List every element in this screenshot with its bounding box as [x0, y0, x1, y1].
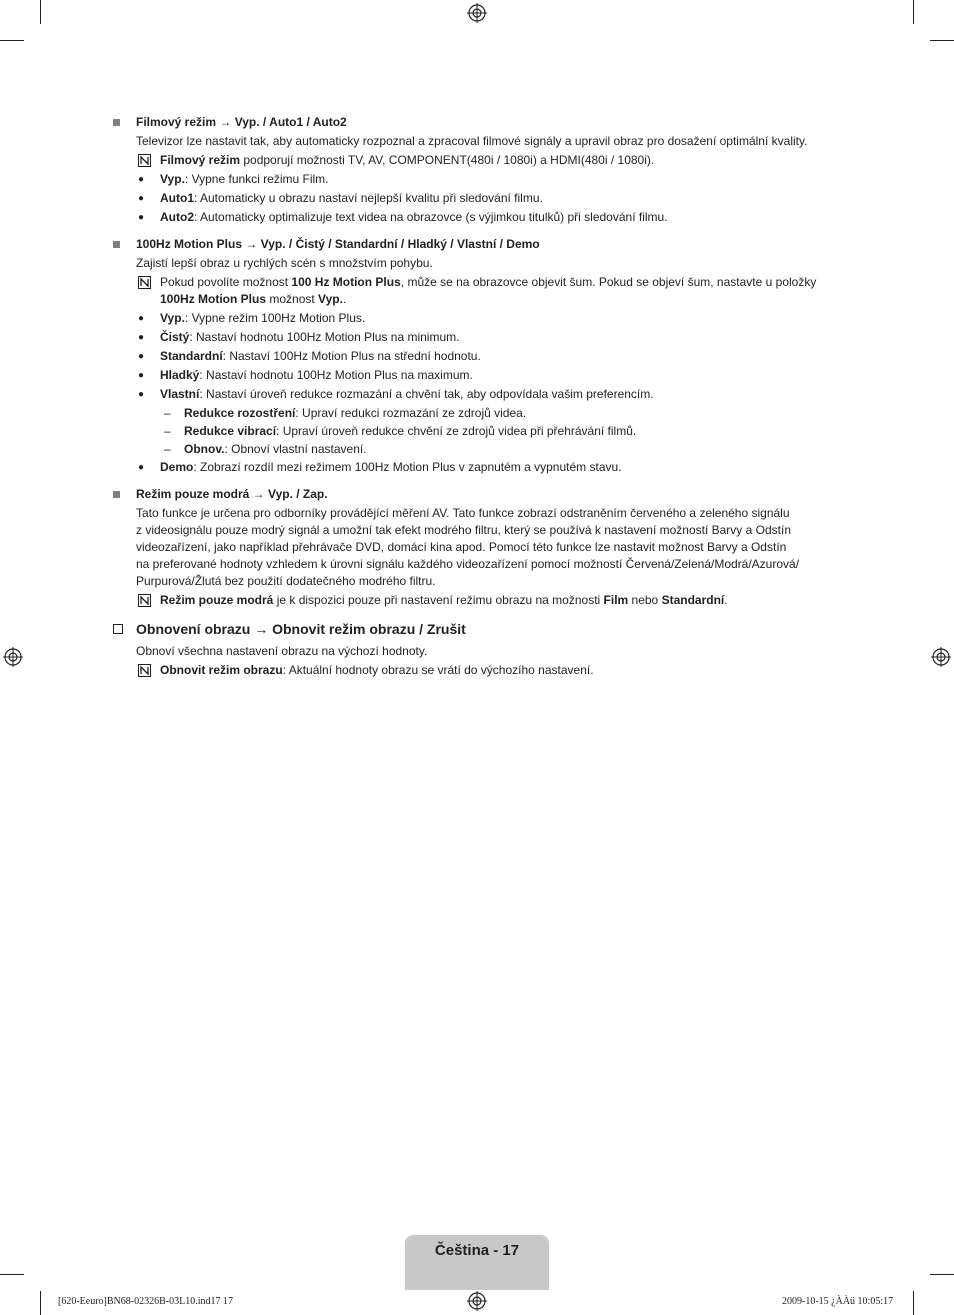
sub-list-item: – Redukce rozostření: Upraví redukci rozmazání ze zdrojů videa.	[164, 406, 527, 420]
crop-mark	[40, 1291, 41, 1315]
section-film-mode	[112, 114, 837, 226]
registration-mark-icon	[467, 3, 487, 23]
section-description-line: na preferované hodnoty vzhledem k úrovni signálu každého videozařízení pomocí možností Červená/Zelená/Modrá/Azurová/	[136, 557, 800, 571]
list-item: ● Čistý: Nastaví hodnotu 100Hz Motion Plus na minimum.	[138, 330, 460, 344]
dot-bullet-icon: ●	[138, 174, 145, 185]
dot-bullet-icon: ●	[138, 462, 145, 473]
crop-mark	[930, 1274, 954, 1275]
section-description: Obnoví všechna nastavení obrazu na výchozí hodnoty.	[136, 644, 428, 658]
section-heading: Režim pouze modrá → Vyp. / Zap.	[112, 486, 837, 503]
section-description-line: Tato funkce je určena pro odborníky provádějící měření AV. Tato funkce zobrazí odstraněním červeného a zeleného signálu	[136, 506, 790, 520]
note-icon	[138, 594, 151, 607]
dot-bullet-icon: ●	[138, 332, 145, 343]
print-slug-left: [620-Eeuro]BN68-02326B-03L10.ind17 17	[58, 1296, 233, 1307]
print-slug-right: 2009-10-15 ¿ÀÀü 10:05:17	[782, 1296, 894, 1307]
note-icon	[138, 154, 151, 167]
dash-bullet-icon: –	[164, 406, 171, 420]
section-heading: 100Hz Motion Plus → Vyp. / Čistý / Standardní / Hladký / Vlastní / Demo	[112, 236, 837, 253]
note: Obnovit režim obrazu: Aktuální hodnoty obrazu se vrátí do výchozího nastavení.	[112, 662, 837, 679]
list-item: ● Auto1: Automaticky u obrazu nastaví nejlepší kvalitu při sledování filmu.	[138, 191, 543, 205]
section-motion-plus	[112, 236, 837, 476]
list-item: ● Standardní: Nastaví 100Hz Motion Plus na střední hodnotu.	[138, 349, 481, 363]
dash-bullet-icon: –	[164, 424, 171, 438]
section-description-line: videozařízení, jako například přehrávače DVD, domácí kina apod. Pomocí této funkce lze nastavit možnost Barvy a Odstín	[136, 540, 787, 554]
sub-list-item: – Obnov.: Obnoví vlastní nastavení.	[164, 442, 367, 456]
crop-mark	[0, 1274, 24, 1275]
dot-bullet-icon: ●	[138, 370, 145, 381]
dot-bullet-icon: ●	[138, 389, 145, 400]
section-description: Zajistí lepší obraz u rychlých scén s množstvím pohybu.	[136, 256, 433, 270]
note: Režim pouze modrá je k dispozici pouze při nastavení režimu obrazu na možnosti Film nebo Standardní.	[112, 592, 837, 609]
page-number-tab	[405, 1235, 549, 1290]
note: Filmový režim podporují možnosti TV, AV, COMPONENT(480i / 1080i) a HDMI(480i / 1080i).	[112, 152, 837, 169]
list-item: ● Vlastní: Nastaví úroveň redukce rozmazání a chvění tak, aby odpovídala vašim preferencím.	[138, 387, 654, 401]
checkbox-bullet-icon	[113, 624, 123, 634]
list-item: ● Demo: Zobrazí rozdíl mezi režimem 100Hz Motion Plus v zapnutém a vypnutém stavu.	[138, 460, 622, 474]
crop-mark	[40, 0, 41, 24]
crop-mark	[913, 1291, 914, 1315]
dot-bullet-icon: ●	[138, 313, 145, 324]
crop-mark	[0, 40, 24, 41]
section-heading: Filmový režim → Vyp. / Auto1 / Auto2	[112, 114, 837, 131]
sub-list-item: – Redukce vibrací: Upraví úroveň redukce chvění ze zdrojů videa při přehrávání filmů.	[164, 424, 637, 438]
section-description-line: z videosignálu pouze modrý signál a umožní tak efekt modrého filtru, který se používá k nastavení možností Barvy a Odstín	[136, 523, 791, 537]
dash-bullet-icon: –	[164, 442, 171, 456]
section-blue-only	[112, 486, 837, 609]
square-bullet-icon	[113, 241, 120, 248]
page-number: Čeština - 17	[434, 1242, 520, 1259]
list-item: ● Hladký: Nastaví hodnotu 100Hz Motion Plus na maximum.	[138, 368, 473, 382]
crop-mark	[913, 0, 914, 24]
manual-content	[112, 114, 837, 689]
list-item: ● Vyp.: Vypne režim 100Hz Motion Plus.	[138, 311, 366, 325]
dot-bullet-icon: ●	[138, 193, 145, 204]
section-description-line: Purpurová/Žlutá bez použití dodatečného modrého filtru.	[136, 574, 436, 588]
subsection-heading: Obnovení obrazu → Obnovit režim obrazu / Zrušit	[112, 619, 837, 639]
registration-mark-icon	[931, 647, 951, 667]
note: Pokud povolíte možnost 100 Hz Motion Plus, může se na obrazovce objevit šum. Pokud se objeví šum, nastavte u položky 100Hz Motion Plus možnost Vyp..	[112, 274, 837, 308]
registration-mark-icon	[467, 1291, 487, 1311]
square-bullet-icon	[113, 119, 120, 126]
square-bullet-icon	[113, 491, 120, 498]
note-icon	[138, 276, 151, 289]
list-item: ● Vyp.: Vypne funkci režimu Film.	[138, 172, 329, 186]
dot-bullet-icon: ●	[138, 212, 145, 223]
section-picture-reset	[112, 619, 837, 679]
dot-bullet-icon: ●	[138, 351, 145, 362]
crop-mark	[930, 40, 954, 41]
registration-mark-icon	[3, 647, 23, 667]
list-item: ● Auto2: Automaticky optimalizuje text videa na obrazovce (s výjimkou titulků) při sledování filmu.	[138, 210, 668, 224]
note-icon	[138, 664, 151, 677]
section-description: Televizor lze nastavit tak, aby automaticky rozpoznal a zpracoval filmové signály a upravil obraz pro dosažení optimální kvality.	[136, 134, 808, 148]
